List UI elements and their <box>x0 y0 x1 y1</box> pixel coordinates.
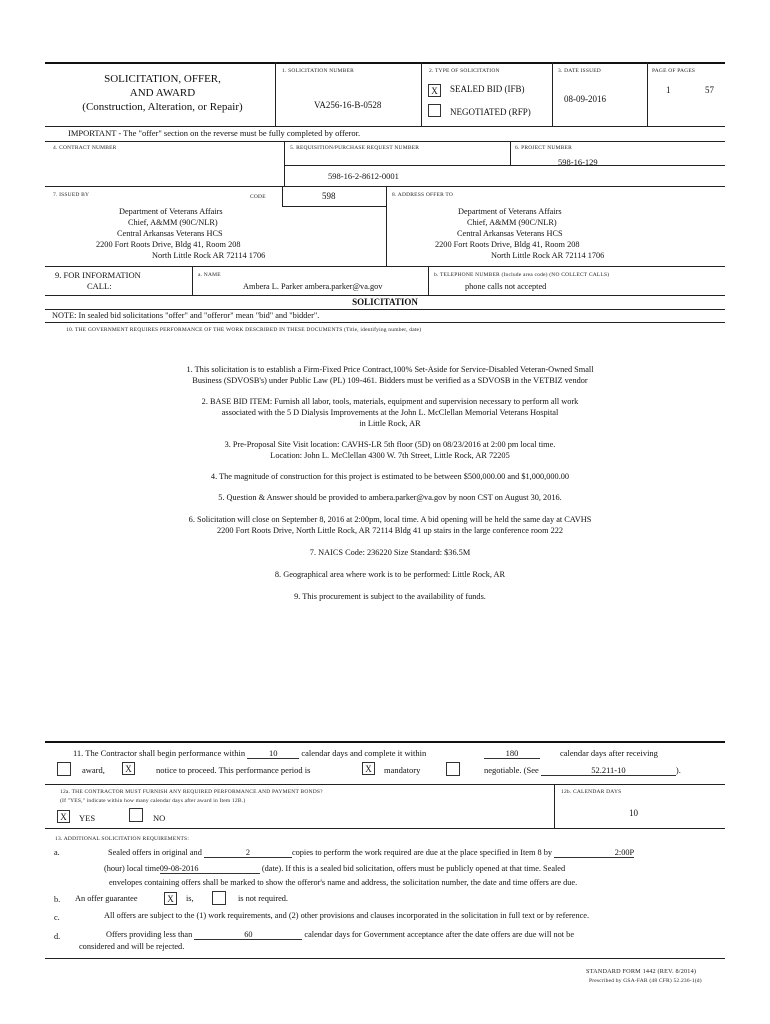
project-number-label: 6. PROJECT NUMBER <box>515 145 572 151</box>
award-label: award, <box>82 765 105 775</box>
address-offer-label: 8. ADDRESS OFFER TO <box>392 192 454 198</box>
item-13d-letter: d. <box>54 932 61 941</box>
rule <box>45 784 725 785</box>
divider <box>275 62 276 126</box>
divider <box>192 266 193 295</box>
divider <box>284 141 285 186</box>
rule <box>45 141 725 142</box>
information-label: 9. FOR INFORMATION CALL: <box>55 270 141 291</box>
bonds-yes-checkbox[interactable]: X <box>57 810 70 823</box>
item-11-line-1: 11. The Contractor shall begin performance within 10 calendar days and complete it within <box>73 748 427 758</box>
page-of-pages-label: PAGE OF PAGES <box>652 68 696 74</box>
rule <box>45 958 725 959</box>
name-label: a. NAME <box>198 272 221 278</box>
mandatory-checkbox[interactable]: X <box>362 762 375 775</box>
bonds-no-checkbox[interactable] <box>129 808 143 822</box>
copies-field[interactable]: 2 <box>204 848 292 858</box>
due-time-field[interactable]: 2:00P <box>554 848 634 858</box>
sealed-bid-checkbox[interactable]: X <box>428 84 441 97</box>
item-13a-line-3: envelopes containing offers shall be marked to show the offeror's name and address, the solicitation number, the date and time offers are due. <box>109 878 578 887</box>
rule <box>45 741 725 743</box>
ntp-label: notice to proceed. This performance period is <box>156 765 311 775</box>
total-pages: 57 <box>705 85 714 95</box>
negotiated-label: NEGOTIATED (RFP) <box>450 107 531 117</box>
divider <box>428 266 429 295</box>
solicitation-number-label: 1. SOLICITATION NUMBER <box>282 68 354 74</box>
bonds-no-label: NO <box>153 813 166 823</box>
award-checkbox[interactable] <box>57 762 71 776</box>
body-item-9: 9. This procurement is subject to the availability of funds. <box>294 592 486 601</box>
item-13d-line-1: Offers providing less than 60 calendar days for Government acceptance after the date offers are due will not be <box>106 930 575 939</box>
divider <box>510 141 511 165</box>
body-item-7: 7. NAICS Code: 236220 Size Standard: $36.5M <box>309 548 471 557</box>
item-12a-sublabel: (If "YES," indicate within how many calendar days after award in Item 12B.) <box>60 798 246 804</box>
important-note: IMPORTANT - The "offer" section on the reverse must be fully completed by offeror. <box>68 128 361 138</box>
rule <box>45 266 725 267</box>
due-date-field[interactable]: 09-08-2016 <box>160 864 260 874</box>
acceptance-days-field[interactable]: 60 <box>194 930 302 940</box>
type-of-solicitation-label: 2. TYPE OF SOLICITATION <box>429 68 500 74</box>
rule <box>284 165 725 166</box>
item-10-label: 10. THE GOVERNMENT REQUIRES PERFORMANCE OF THE WORK DESCRIBED IN THESE DOCUMENTS (Title, identifying number, date) <box>66 327 422 333</box>
bonds-yes-label: YES <box>79 813 96 823</box>
divider <box>647 62 648 126</box>
mandatory-label: mandatory <box>384 765 421 775</box>
solicitation-heading: SOLICITATION <box>352 297 418 307</box>
negotiated-checkbox[interactable] <box>428 104 441 117</box>
item-13a-line-2: (hour) local time09-08-2016 (date). If this is a sealed bid solicitation, offers must be publicly opened at that time. Sealed <box>104 864 566 873</box>
negotiable-text: negotiable. (See 52.211-10 ). <box>484 765 681 775</box>
complete-days-field[interactable]: 180 <box>484 748 540 759</box>
body-item-2: 2. BASE BID ITEM: Furnish all labor, tools, materials, equipment and supervision necessary to perform all work associated with the 5 D Dialysis Improvements at the John L. McClellan Memorial Veterans Hospital in Little Rock, AR <box>201 397 579 428</box>
guarantee-not-label: is not required. <box>238 894 289 903</box>
project-number: 598-16-129 <box>558 157 598 167</box>
item-11-complete <box>484 748 540 759</box>
note: NOTE: In sealed bid solicitations "offer" and "offeror" mean "bid" and "bidder". <box>52 311 320 320</box>
divider <box>386 186 387 266</box>
item-12a-label: 12a. THE CONTRACTOR MUST FURNISH ANY REQUIRED PERFORMANCE AND PAYMENT BONDS? <box>60 789 323 795</box>
item-13a-letter: a. <box>54 848 60 857</box>
issued-by-label: 7. ISSUED BY <box>53 192 90 198</box>
rule <box>45 309 725 310</box>
top-rule <box>45 62 725 64</box>
item-13b-letter: b. <box>54 895 61 904</box>
requisition-label: 5. REQUISITION/PURCHASE REQUEST NUMBER <box>290 145 420 151</box>
form-title <box>60 72 265 114</box>
item-13a-line-1: Sealed offers in original and 2 copies to perform the work required are due at the place specified in Item 8 by 2:00P <box>108 848 635 857</box>
item-13c-text: All offers are subject to the (1) work requirements, and (2) other provisions and clauses incorporated in the solicitation in full text or by reference. <box>104 911 590 920</box>
sealed-bid-label: SEALED BID (IFB) <box>450 84 525 94</box>
address-offer-address: Department of Veterans Affairs Chief, A&MM (90C/NLR) Central Arkansas Veterans HCS 2200 Fort Roots Drive, Bldg 41, Room 208 North Little Rock AR 72114 1706 <box>435 207 605 260</box>
divider <box>552 62 553 126</box>
calendar-days-label: 12b. CALENDAR DAYS <box>561 789 622 795</box>
rule <box>45 828 725 829</box>
rule <box>45 186 725 187</box>
rule <box>45 295 725 296</box>
item-13d-line-2: considered and will be rejected. <box>79 942 185 951</box>
form-number: STANDARD FORM 1442 (REV. 8/2014) <box>586 968 697 975</box>
begin-days-field[interactable]: 10 <box>247 748 299 759</box>
requisition-number: 598-16-2-8612-0001 <box>328 171 399 181</box>
code-label: CODE <box>250 194 266 200</box>
date-issued: 08-09-2016 <box>564 94 606 104</box>
body-item-8: 8. Geographical area where work is to be performed: Little Rock, AR <box>274 570 506 579</box>
calendar-days-value: 10 <box>629 808 638 818</box>
rule <box>45 126 725 127</box>
offer-guarantee-label: An offer guarantee <box>75 894 138 903</box>
page-number: 1 <box>666 85 671 95</box>
issued-by-code: 598 <box>322 191 336 201</box>
item-13-label: 13. ADDITIONAL SOLICITATION REQUIREMENTS: <box>55 836 190 842</box>
guarantee-not-checkbox[interactable] <box>212 891 226 905</box>
divider <box>554 784 555 828</box>
see-reference-field[interactable]: 52.211-10 <box>541 765 676 776</box>
rule <box>45 322 725 323</box>
contract-number-label: 4. CONTRACT NUMBER <box>53 145 117 151</box>
body-item-6: 6. Solicitation will close on September 8, 2016 at 2:00pm, local time. A bid opening will be held the same day at CAVHS 2200 Fort Roots Drive, North Little Rock, AR 72114 Bldg 41 up stairs in the large conference room 222 <box>188 515 592 535</box>
contact-name: Ambera L. Parker ambera.parker@va.gov <box>243 282 383 291</box>
negotiable-checkbox[interactable] <box>446 762 460 776</box>
divider <box>282 186 283 206</box>
body-item-3: 3. Pre-Proposal Site Visit location: CAVHS-LR 5th floor (5D) on 08/23/2016 at 2:00 pm local time. Location: John L. McClellan 4300 W. 7th Street, Little Rock, AR 72205 <box>224 440 556 460</box>
title-line-1: SOLICITATION, OFFER, <box>104 73 221 85</box>
prescribed-by: Prescribed by GSA-FAR (48 CFR) 52.236-1(d) <box>589 978 702 984</box>
guarantee-is-label: is, <box>186 894 194 903</box>
title-line-2: AND AWARD <box>129 87 196 99</box>
body-item-1: 1. This solicitation is to establish a Firm-Fixed Price Contract,100% Set-Aside for Service-Disabled Veteran-Owned Small Business (SDVOSB's) under Public Law (PL) 109-461. Bidders must be verified as a SDVOSB in the VETBIZ vendor <box>186 365 594 385</box>
telephone-value: phone calls not accepted <box>465 282 547 291</box>
body-item-5: 5. Question & Answer should be provided to ambera.parker@va.gov by noon CST on August 30, 2016. <box>218 493 562 502</box>
solicitation-number: VA256-16-B-0528 <box>314 100 382 110</box>
title-line-3: (Construction, Alteration, or Repair) <box>82 101 243 113</box>
issued-by-address: Department of Veterans Affairs Chief, A&MM (90C/NLR) Central Arkansas Veterans HCS 2200 Fort Roots Drive, Bldg 41, Room 208 North Little Rock AR 72114 1706 <box>96 207 266 260</box>
item-13c-letter: c. <box>54 913 60 922</box>
date-issued-label: 3. DATE ISSUED <box>558 68 601 74</box>
item-11-text-c: calendar days after receiving <box>560 748 658 758</box>
body-item-4: 4. The magnitude of construction for this project is estimated to be between $500,000.00 and $1,000,000.00 <box>210 472 570 481</box>
guarantee-is-checkbox[interactable]: X <box>164 892 177 905</box>
divider <box>421 62 422 126</box>
telephone-label: b. TELEPHONE NUMBER (Include area code) (NO COLLECT CALLS) <box>434 272 610 278</box>
ntp-checkbox[interactable]: X <box>122 762 135 775</box>
